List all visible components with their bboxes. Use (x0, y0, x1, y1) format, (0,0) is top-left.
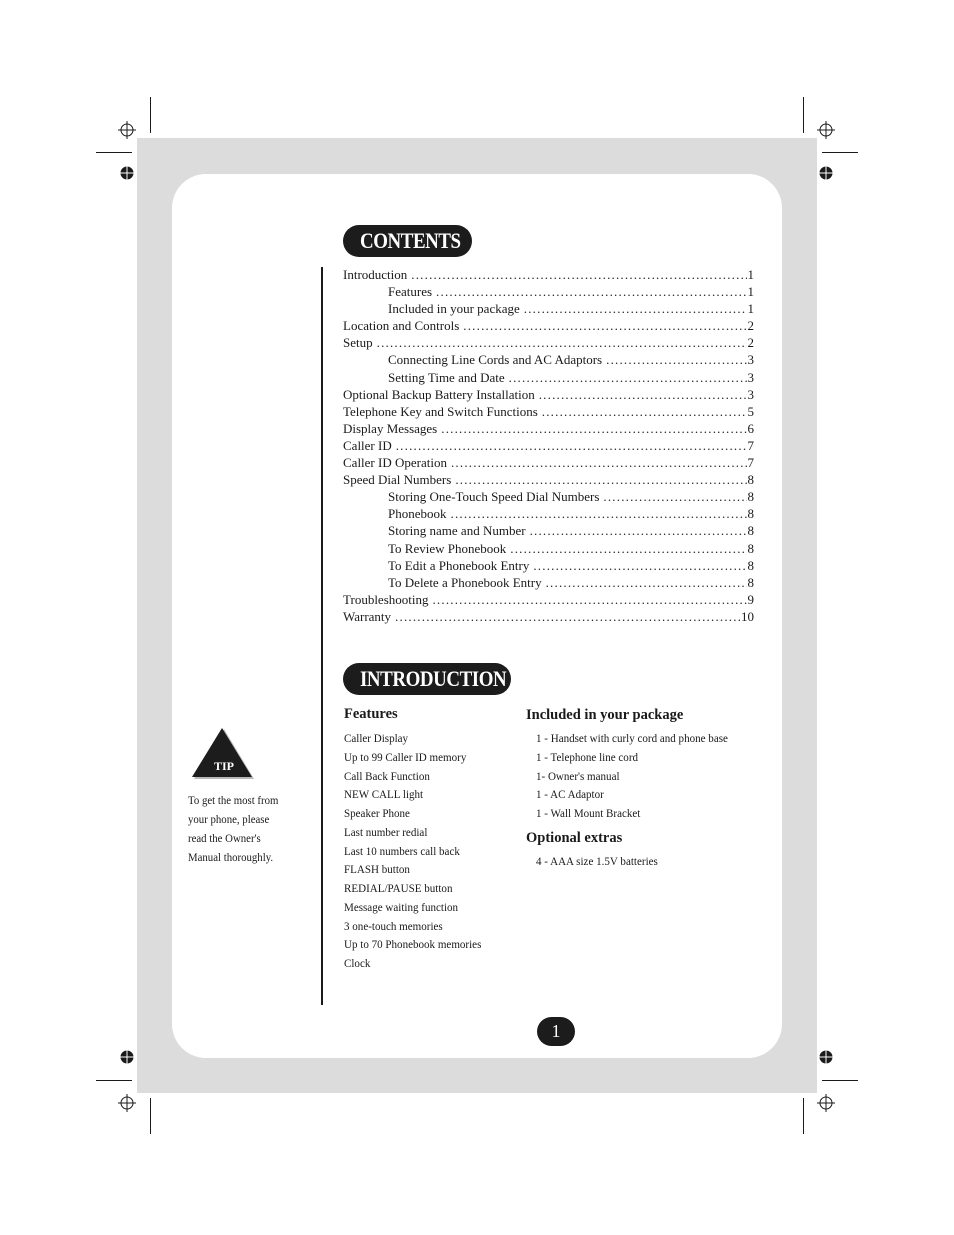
crop-mark (150, 1098, 151, 1134)
toc-entry-page: 8 (747, 489, 754, 505)
toc-entry-page: 6 (747, 420, 754, 436)
feature-item: Last 10 numbers call back (344, 843, 460, 858)
toc-entry-page: 8 (747, 557, 754, 573)
toc-entry (343, 369, 754, 386)
toc-entry-label: Setting Time and Date (388, 369, 505, 385)
page-number: 1 (537, 1017, 575, 1046)
toc-entry-label: Features (388, 284, 433, 300)
toc-entry (343, 522, 754, 539)
toc-leader-dots (432, 591, 746, 608)
feature-item: Last number redial (344, 824, 428, 839)
feature-item: Caller Display (344, 731, 409, 745)
toc-leader-dots (455, 471, 746, 488)
crop-mark (150, 97, 151, 133)
toc-entry-label: Connecting Line Cords and AC Adaptors (388, 352, 603, 368)
toc-entry (343, 420, 754, 437)
toc-entry (343, 574, 754, 591)
crop-mark (822, 152, 858, 153)
package-item: 1 - AC Adaptor (536, 787, 604, 802)
feature-item: Call Back Function (344, 768, 430, 783)
toc-entry-page: 8 (747, 472, 754, 488)
registration-mark-icon (817, 121, 835, 139)
toc-entry (343, 266, 754, 283)
feature-item: NEW CALL light (344, 787, 424, 802)
package-title: Included in your package (526, 707, 684, 723)
toc-entry-page: 8 (747, 506, 754, 522)
feature-item: Clock (344, 956, 371, 970)
toc-entry (343, 540, 754, 557)
registration-dot-icon (819, 166, 833, 180)
tip-text (188, 791, 298, 867)
toc-entry (343, 300, 754, 317)
toc-entry (343, 505, 754, 522)
tip-line: your phone, please (188, 812, 270, 826)
package-list (536, 729, 745, 823)
feature-item: REDIAL/PAUSE button (344, 881, 453, 895)
toc-entry-label: Location and Controls (343, 318, 460, 334)
toc-entry-label: To Edit a Phonebook Entry (388, 557, 530, 573)
toc-leader-dots (463, 317, 746, 334)
toc-entry (343, 351, 754, 368)
toc-leader-dots (411, 266, 746, 283)
toc-entry-label: Storing One-Touch Speed Dial Numbers (388, 489, 600, 505)
toc-entry-label: To Delete a Phonebook Entry (388, 574, 542, 590)
toc-entry-label: Telephone Key and Switch Functions (343, 403, 538, 419)
toc-entry-label: Troubleshooting (343, 591, 429, 607)
tip-line: read the Owner's (188, 831, 261, 845)
introduction-heading (343, 663, 511, 695)
feature-item: FLASH button (344, 862, 410, 877)
toc-entry-label: Caller ID (343, 437, 392, 453)
toc-entry (343, 386, 754, 403)
toc-entry-page: 8 (747, 540, 754, 556)
toc-entry (343, 334, 754, 351)
toc-entry-page: 10 (741, 608, 754, 624)
package-item: 1 - Handset with curly cord and phone base (536, 731, 728, 745)
toc-entry-label: Caller ID Operation (343, 455, 447, 471)
toc-entry-label: Warranty (343, 608, 392, 624)
toc-leader-dots (451, 505, 747, 522)
registration-mark-icon (118, 1094, 136, 1112)
toc-entry (343, 591, 754, 608)
toc-entry-page: 1 (747, 284, 754, 300)
introduction-heading-text: INTRODUCTION (360, 666, 507, 691)
toc-entry (343, 454, 754, 471)
toc-leader-dots (509, 369, 747, 386)
tip-label: TIP (213, 759, 234, 773)
crop-mark (96, 152, 132, 153)
toc-entry-page: 8 (747, 523, 754, 539)
registration-dot-icon (819, 1050, 833, 1064)
toc-entry-page: 8 (747, 574, 754, 590)
toc-entry-label: Optional Backup Battery Installation (343, 386, 535, 402)
tip-line: To get the most from (188, 793, 279, 807)
toc-leader-dots (542, 403, 747, 420)
toc-leader-dots (546, 574, 747, 591)
toc-leader-dots (441, 420, 746, 437)
feature-item: Speaker Phone (344, 806, 410, 820)
toc-leader-dots (530, 522, 747, 539)
toc-leader-dots (539, 386, 747, 403)
toc-leader-dots (524, 300, 747, 317)
toc-leader-dots (395, 608, 740, 625)
extras-list (536, 852, 668, 871)
toc-entry-label: Display Messages (343, 420, 438, 436)
toc-leader-dots (510, 540, 746, 557)
toc-leader-dots (603, 488, 746, 505)
toc-entry (343, 283, 754, 300)
toc-entry-label: To Review Phonebook (388, 540, 507, 556)
crop-mark (803, 97, 804, 133)
contents-heading (343, 225, 472, 257)
toc-entry-page: 9 (747, 591, 754, 607)
feature-item: Up to 70 Phonebook memories (344, 937, 482, 952)
features-list (344, 729, 493, 973)
feature-item: Up to 99 Caller ID memory (344, 749, 467, 764)
table-of-contents (343, 266, 754, 625)
package-item: 1 - Wall Mount Bracket (536, 806, 641, 820)
toc-entry (343, 471, 754, 488)
toc-entry-label: Included in your package (388, 301, 520, 317)
toc-entry-label: Speed Dial Numbers (343, 472, 452, 488)
toc-entry (343, 488, 754, 505)
toc-entry (343, 403, 754, 420)
toc-entry-page: 3 (747, 369, 754, 385)
package-item: 1 - Telephone line cord (536, 749, 639, 764)
tip-line: Manual thoroughly. (188, 850, 274, 864)
toc-entry-label: Storing name and Number (388, 523, 526, 539)
toc-entry-label: Phonebook (388, 506, 447, 522)
toc-leader-dots (606, 351, 746, 368)
features-title: Features (344, 706, 398, 722)
registration-dot-icon (120, 1050, 134, 1064)
toc-entry-page: 7 (747, 437, 754, 453)
toc-entry-page: 2 (747, 318, 754, 334)
toc-entry-page: 2 (747, 335, 754, 351)
crop-mark (96, 1080, 132, 1081)
toc-entry (343, 437, 754, 454)
toc-entry-page: 7 (747, 455, 754, 471)
toc-entry-label: Setup (343, 335, 373, 351)
feature-item: 3 one-touch memories (344, 918, 443, 933)
contents-heading-text: CONTENTS (360, 228, 461, 253)
toc-leader-dots (533, 557, 746, 574)
toc-entry-page: 3 (747, 352, 754, 368)
toc-entry-page: 1 (747, 267, 754, 282)
toc-entry-page: 5 (747, 403, 754, 419)
toc-leader-dots (377, 334, 747, 351)
crop-mark (803, 1098, 804, 1134)
toc-entry (343, 317, 754, 334)
toc-entry (343, 608, 754, 625)
column-divider (321, 267, 323, 1005)
toc-entry-page: 3 (747, 386, 754, 402)
toc-leader-dots (396, 437, 747, 454)
toc-entry-label: Introduction (343, 267, 408, 282)
feature-item: Message waiting function (344, 899, 459, 914)
registration-dot-icon (120, 166, 134, 180)
registration-mark-icon (817, 1094, 835, 1112)
toc-leader-dots (451, 454, 747, 471)
crop-mark (822, 1080, 858, 1081)
toc-entry (343, 557, 754, 574)
registration-mark-icon (118, 121, 136, 139)
toc-entry-page: 1 (747, 301, 754, 317)
package-item: 1- Owner's manual (536, 768, 620, 783)
extras-title: Optional extras (526, 830, 623, 846)
extras-item: 4 - AAA size 1.5V batteries (536, 854, 658, 868)
toc-leader-dots (436, 283, 746, 300)
